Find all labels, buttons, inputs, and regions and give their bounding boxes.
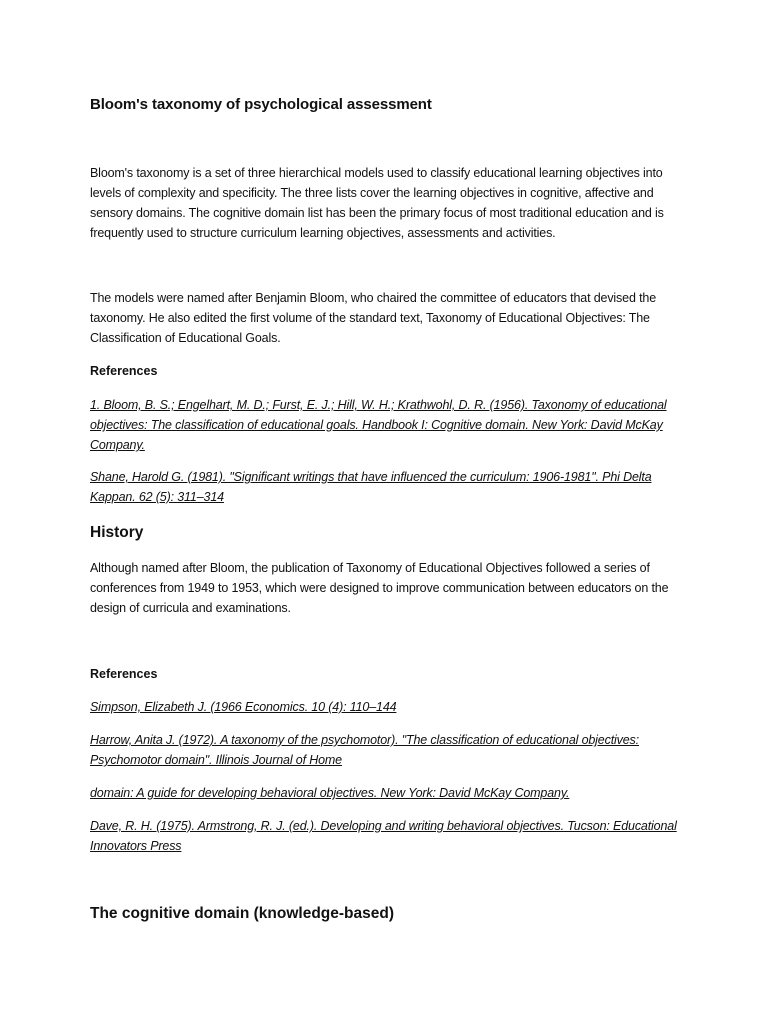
reference-bloom-1956[interactable]: 1. Bloom, B. S.; Engelhart, M. D.; Furst, E. J.; Hill, W. H.; Krathwohl, D. R. (1956). Taxonomy of educational objectives: The classification of educational goals. Handbook I: Cognitive domain. New York: David McKay Company. <box>90 398 667 452</box>
intro-paragraph-2: The models were named after Benjamin Bloom, who chaired the committee of educators that devised the taxonomy. He also edited the first volume of the standard text, Taxonomy of Educational Objectives: The Classification of Educational Goals. <box>90 291 657 345</box>
reference-shane-1981[interactable]: Shane, Harold G. (1981). "Significant writings that have influenced the curriculum: 1906-1981". Phi Delta Kappan. 62 (5): 311–314 <box>90 470 652 504</box>
history-heading: History <box>90 524 144 541</box>
reference-domain-guide[interactable]: domain: A guide for developing behavioral objectives. New York: David McKay Company. <box>90 786 570 800</box>
reference-dave-1975[interactable]: Dave, R. H. (1975). Armstrong, R. J. (ed.). Developing and writing behavioral objectives. Tucson: Educational Innovators Press <box>90 819 677 853</box>
cognitive-domain-heading: The cognitive domain (knowledge-based) <box>90 905 395 922</box>
references-heading-2: References <box>90 667 158 681</box>
reference-simpson-1966[interactable]: Simpson, Elizabeth J. (1966 Economics. 10 (4): 110–144 <box>90 700 397 714</box>
intro-paragraph-1: Bloom's taxonomy is a set of three hierarchical models used to classify educational learning objectives into levels of complexity and specificity. The three lists cover the learning objectives in cognitive, affective and sensory domains. The cognitive domain list has been the primary focus of most traditional education and is frequently used to structure curriculum learning objectives, assessments and activities. <box>90 166 664 240</box>
references-heading-1: References <box>90 364 158 378</box>
page-title: Bloom's taxonomy of psychological assessment <box>90 96 432 113</box>
reference-harrow-1972[interactable]: Harrow, Anita J. (1972). A taxonomy of the psychomotor). "The classification of educational objectives: Psychomotor domain". Illinois Journal of Home <box>90 733 639 767</box>
history-paragraph: Although named after Bloom, the publication of Taxonomy of Educational Objectives followed a series of conferences from 1949 to 1953, which were designed to improve communication between educators on the design of curricula and examinations. <box>90 561 669 615</box>
